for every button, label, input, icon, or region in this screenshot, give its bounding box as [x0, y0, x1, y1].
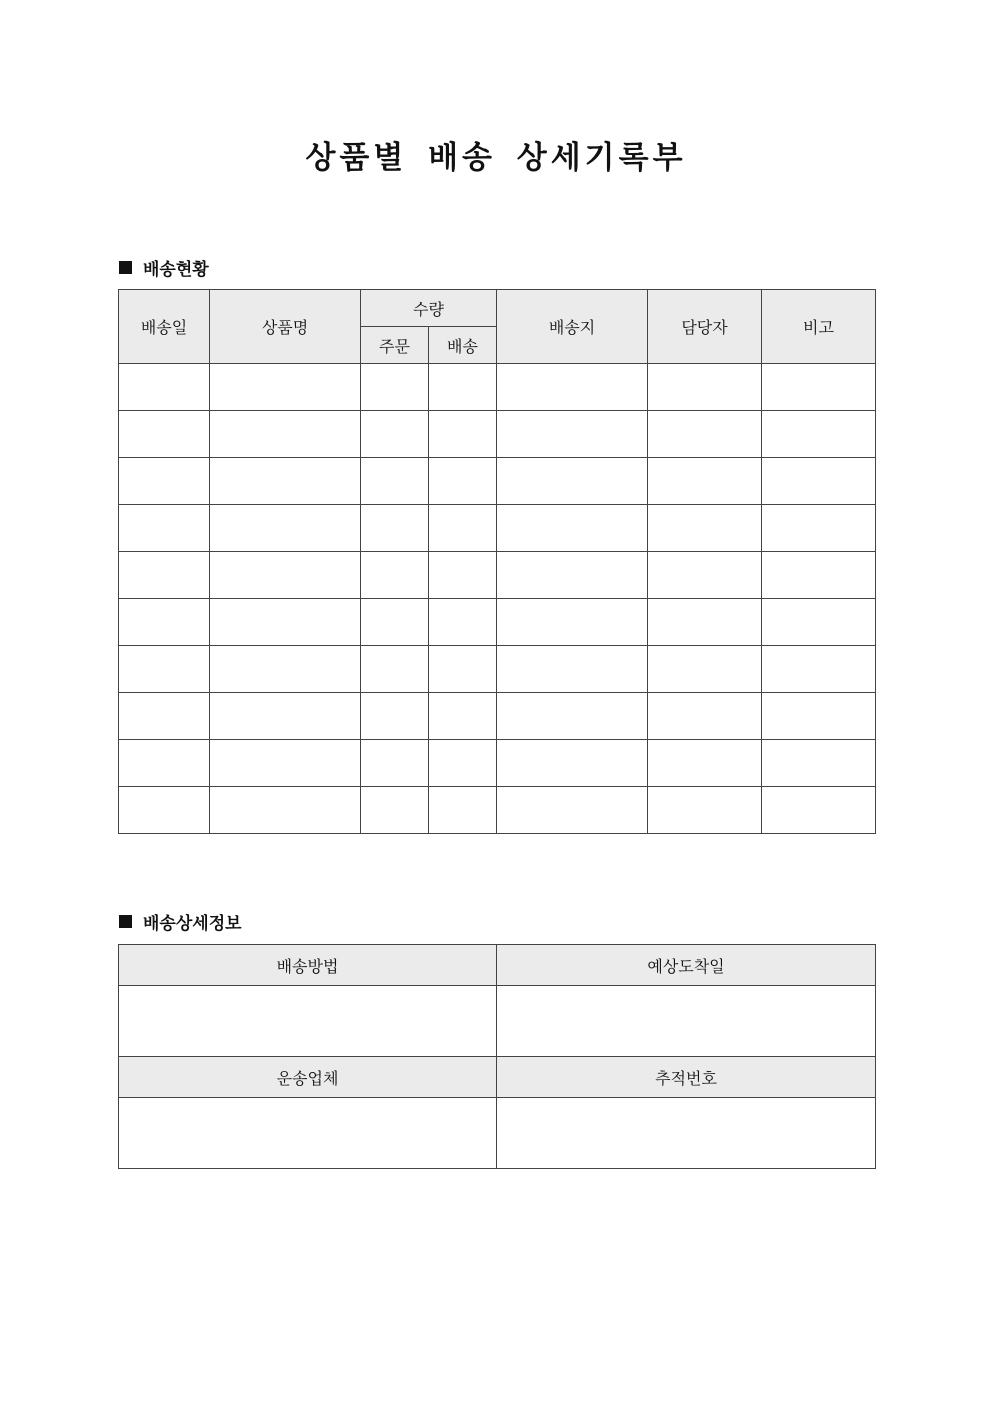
table-cell[interactable] [210, 599, 361, 646]
table-cell[interactable] [762, 787, 876, 834]
table-cell[interactable] [429, 364, 497, 411]
header-quantity: 수량 [361, 290, 497, 327]
table-cell[interactable] [361, 364, 429, 411]
value-eta-cell[interactable] [497, 986, 876, 1057]
table-cell[interactable] [119, 411, 210, 458]
table-cell[interactable] [210, 364, 361, 411]
section-heading-detail [119, 909, 242, 934]
table-cell[interactable] [497, 693, 648, 740]
table-cell[interactable] [648, 552, 762, 599]
table-cell[interactable] [361, 693, 429, 740]
table-cell[interactable] [119, 364, 210, 411]
table-cell[interactable] [429, 599, 497, 646]
label-tracking: 추적번호 [497, 1057, 876, 1098]
square-bullet-icon [119, 261, 132, 274]
table-cell[interactable] [497, 599, 648, 646]
table-cell[interactable] [762, 411, 876, 458]
table-cell[interactable] [119, 505, 210, 552]
table-cell[interactable] [648, 787, 762, 834]
table-cell[interactable] [210, 505, 361, 552]
table-cell[interactable] [762, 599, 876, 646]
table-cell[interactable] [648, 364, 762, 411]
table-cell[interactable] [429, 552, 497, 599]
value-tracking-cell[interactable] [497, 1098, 876, 1169]
table-cell[interactable] [361, 458, 429, 505]
table-cell[interactable] [429, 411, 497, 458]
table-row [119, 458, 876, 505]
table-row [119, 693, 876, 740]
table-row [119, 740, 876, 787]
table-cell[interactable] [361, 599, 429, 646]
square-bullet-icon [119, 915, 132, 928]
table-cell[interactable] [497, 458, 648, 505]
table-cell[interactable] [762, 505, 876, 552]
table-cell[interactable] [762, 552, 876, 599]
table-cell[interactable] [648, 458, 762, 505]
header-product: 상품명 [210, 290, 361, 364]
section-heading-detail-label: 배송상세정보 [143, 914, 242, 934]
table-cell[interactable] [497, 646, 648, 693]
table-cell[interactable] [762, 458, 876, 505]
label-eta: 예상도착일 [497, 945, 876, 986]
table-row [119, 599, 876, 646]
table-cell[interactable] [119, 693, 210, 740]
table-cell[interactable] [497, 552, 648, 599]
table-cell[interactable] [361, 552, 429, 599]
delivery-detail-table [118, 944, 876, 1169]
table-cell[interactable] [497, 364, 648, 411]
table-cell[interactable] [210, 787, 361, 834]
table-cell[interactable] [429, 787, 497, 834]
table-cell[interactable] [762, 740, 876, 787]
table-cell[interactable] [361, 505, 429, 552]
header-manager: 담당자 [648, 290, 762, 364]
section-heading-status-label: 배송현황 [143, 260, 209, 280]
table-cell[interactable] [119, 740, 210, 787]
table-cell[interactable] [497, 787, 648, 834]
header-quantity-ship: 배송 [429, 327, 497, 364]
table-cell[interactable] [361, 787, 429, 834]
table-cell[interactable] [648, 693, 762, 740]
table-row [119, 646, 876, 693]
table-cell[interactable] [648, 505, 762, 552]
table-cell[interactable] [119, 646, 210, 693]
table-cell[interactable] [361, 646, 429, 693]
header-date: 배송일 [119, 290, 210, 364]
table-cell[interactable] [762, 693, 876, 740]
table-cell[interactable] [429, 693, 497, 740]
header-quantity-order: 주문 [361, 327, 429, 364]
table-cell[interactable] [119, 599, 210, 646]
table-cell[interactable] [429, 458, 497, 505]
table-cell[interactable] [119, 552, 210, 599]
table-row [119, 552, 876, 599]
table-cell[interactable] [210, 646, 361, 693]
delivery-status-table [118, 289, 876, 834]
header-destination: 배송지 [497, 290, 648, 364]
table-cell[interactable] [210, 693, 361, 740]
table-cell[interactable] [119, 458, 210, 505]
table-cell[interactable] [648, 599, 762, 646]
value-method-cell[interactable] [119, 986, 497, 1057]
value-carrier-cell[interactable] [119, 1098, 497, 1169]
table-cell[interactable] [210, 411, 361, 458]
table-cell[interactable] [648, 411, 762, 458]
table-cell[interactable] [210, 740, 361, 787]
table-cell[interactable] [119, 787, 210, 834]
label-carrier: 운송업체 [119, 1057, 497, 1098]
section-heading-status [119, 255, 209, 280]
table-cell[interactable] [762, 364, 876, 411]
table-row [119, 411, 876, 458]
table-cell[interactable] [648, 646, 762, 693]
table-cell[interactable] [429, 646, 497, 693]
header-note: 비고 [762, 290, 876, 364]
table-row [119, 505, 876, 552]
table-cell[interactable] [497, 411, 648, 458]
table-cell[interactable] [497, 740, 648, 787]
table-cell[interactable] [210, 458, 361, 505]
table-cell[interactable] [497, 505, 648, 552]
table-row [119, 787, 876, 834]
document-title: 상품별 배송 상세기록부 [305, 140, 687, 176]
table-cell[interactable] [648, 740, 762, 787]
table-cell[interactable] [210, 552, 361, 599]
table-cell[interactable] [361, 740, 429, 787]
table-cell[interactable] [429, 505, 497, 552]
table-cell[interactable] [429, 740, 497, 787]
table-cell[interactable] [762, 646, 876, 693]
label-method: 배송방법 [119, 945, 497, 986]
table-row [119, 364, 876, 411]
table-cell[interactable] [361, 411, 429, 458]
